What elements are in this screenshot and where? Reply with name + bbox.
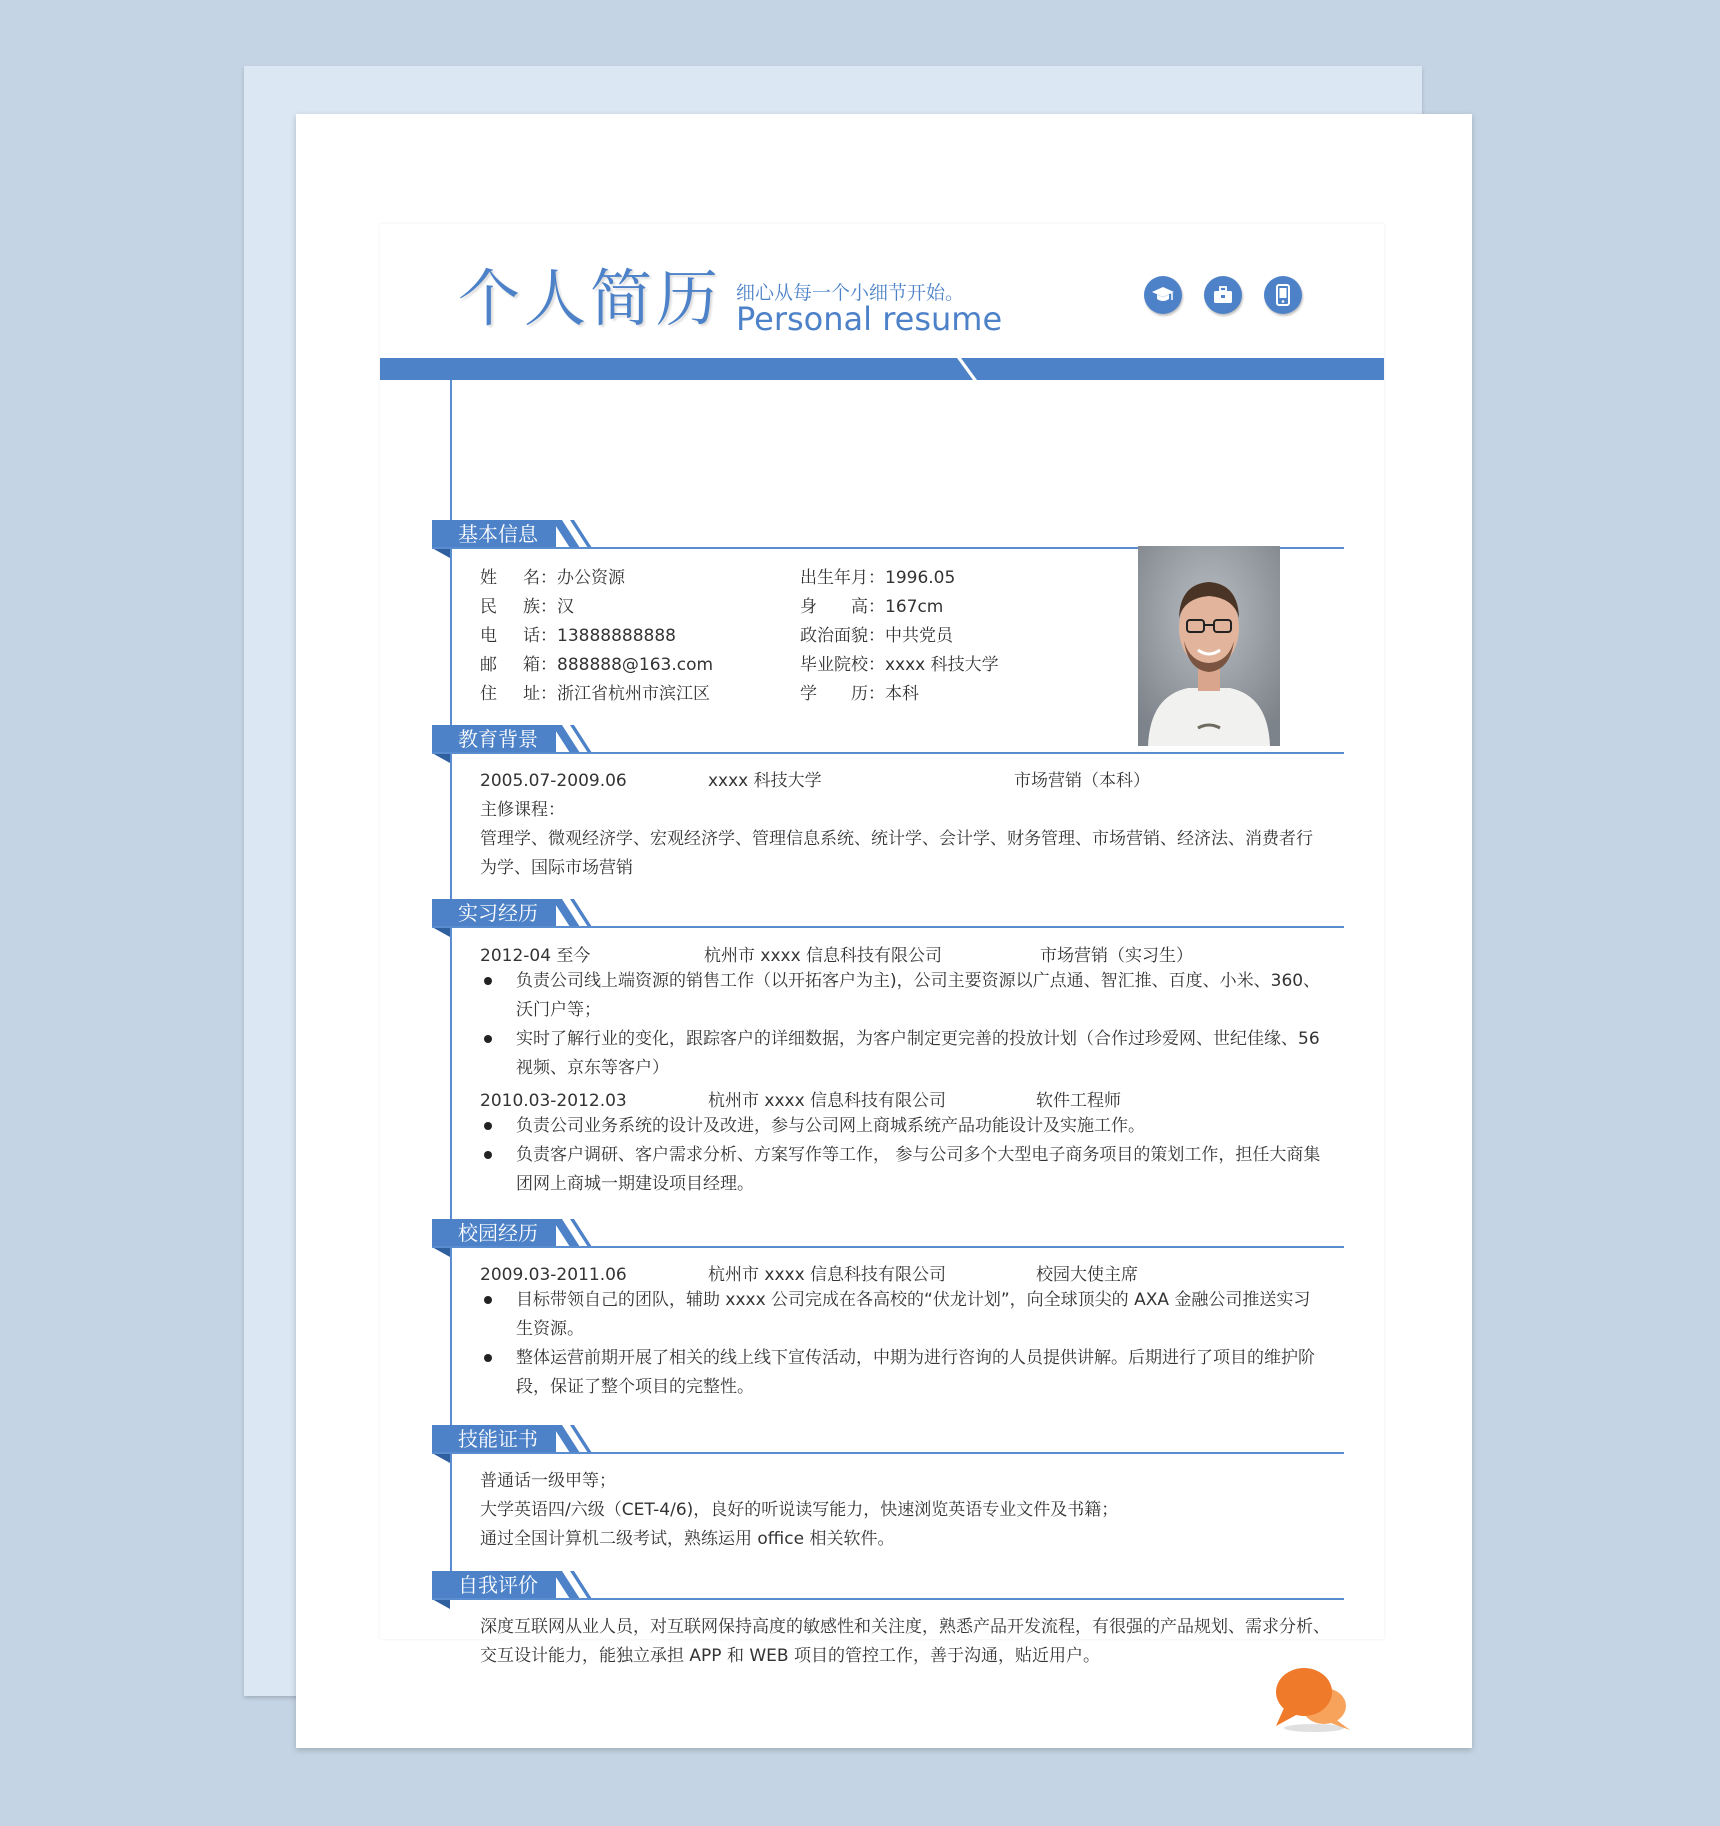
info-value: 167cm xyxy=(885,597,944,617)
job2-period: 2010.03-2012.03 xyxy=(480,1091,627,1111)
job2-bullet-line: 负责客户调研、客户需求分析、方案写作等工作， 参与公司多个大型电子商务项目的策划工作，担任大商集 xyxy=(516,1145,1321,1165)
band-notch xyxy=(957,358,977,380)
info-name: 姓 名：办公资源 xyxy=(480,568,625,588)
graduation-cap-icon xyxy=(1144,276,1182,314)
resume-content xyxy=(380,224,1384,1666)
tab-fold xyxy=(432,1247,450,1257)
section-title: 实习经历 xyxy=(432,899,556,927)
info-height: 身 高：167cm xyxy=(800,597,944,617)
tab-stripes xyxy=(552,1425,592,1453)
campus-bullet-line: 段，保证了整个项目的完整性。 xyxy=(516,1377,754,1397)
campus-role: 校园大使主席 xyxy=(1036,1265,1138,1285)
section-header-education xyxy=(432,725,1344,761)
info-address: 住 址：浙江省杭州市滨江区 xyxy=(480,684,710,704)
self-eval-line: 交互设计能力，能独立承担 APP 和 WEB 项目的管控工作，善于沟通，贴近用户。 xyxy=(480,1646,1100,1666)
bullet-dot xyxy=(484,977,492,985)
info-school: 毕业院校：xxxx 科技大学 xyxy=(800,655,999,675)
info-ethnicity: 民 族：汉 xyxy=(480,597,574,617)
phone-icon xyxy=(1264,276,1302,314)
section-header-campus xyxy=(432,1219,1344,1255)
section-rule xyxy=(432,1598,1344,1600)
job1-role: 市场营销（实习生） xyxy=(1040,946,1193,966)
section-title: 基本信息 xyxy=(432,520,556,548)
edu-school: xxxx 科技大学 xyxy=(708,771,822,791)
bullet-dot xyxy=(484,1151,492,1159)
edu-courses-line: 管理学、微观经济学、宏观经济学、管理信息系统、统计学、会计学、财务管理、市场营销、经济法、消费者行 xyxy=(480,829,1313,849)
section-rule xyxy=(432,752,1344,754)
info-degree: 学 历：本科 xyxy=(800,684,919,704)
tab-stripes xyxy=(552,520,592,548)
section-title: 校园经历 xyxy=(432,1219,556,1247)
bullet-dot xyxy=(484,1035,492,1043)
tab-fold xyxy=(432,1599,450,1609)
section-rule xyxy=(432,1246,1344,1248)
campus-bullet-line: 生资源。 xyxy=(516,1319,584,1339)
section-title: 自我评价 xyxy=(432,1571,556,1599)
job1-bullet-line: 沃门户等； xyxy=(516,1000,601,1020)
tab-fold xyxy=(432,753,450,763)
job2-role: 软件工程师 xyxy=(1036,1091,1121,1111)
resume-page xyxy=(296,114,1472,1748)
info-value: 888888@163.com xyxy=(557,655,714,675)
section-title: 教育背景 xyxy=(432,725,556,753)
section-header-internship xyxy=(432,899,1344,935)
info-value: 13888888888 xyxy=(557,626,676,646)
campus-company: 杭州市 xxxx 信息科技有限公司 xyxy=(708,1265,947,1285)
profile-photo xyxy=(1138,546,1280,746)
header-icons xyxy=(1144,276,1324,314)
section-header-skills xyxy=(432,1425,1344,1461)
self-eval-line: 深度互联网从业人员，对互联网保持高度的敏感性和关注度，熟悉产品开发流程，有很强的产品规划、需求分析、 xyxy=(480,1617,1330,1637)
timeline-line xyxy=(450,380,452,1572)
job2-company: 杭州市 xxxx 信息科技有限公司 xyxy=(708,1091,947,1111)
bullet-dot xyxy=(484,1296,492,1304)
info-value: 1996.05 xyxy=(885,568,956,588)
info-phone: 电 话：13888888888 xyxy=(480,626,676,646)
edu-period: 2005.07-2009.06 xyxy=(480,771,627,791)
info-value: 本科 xyxy=(885,684,919,704)
job1-company: 杭州市 xxxx 信息科技有限公司 xyxy=(704,946,943,966)
skill-line: 大学英语四/六级（CET-4/6)，良好的听说读写能力，快速浏览英语专业文件及书籍； xyxy=(480,1500,1119,1520)
campus-bullet-line: 整体运营前期开展了相关的线上线下宣传活动，中期为进行咨询的人员提供讲解。后期进行了项目的维护阶 xyxy=(516,1348,1315,1368)
edu-major: 市场营销（本科） xyxy=(1014,771,1150,791)
campus-period: 2009.03-2011.06 xyxy=(480,1265,627,1285)
section-rule xyxy=(432,1452,1344,1454)
tab-stripes xyxy=(552,1219,592,1247)
section-rule xyxy=(432,926,1344,928)
tab-fold xyxy=(432,927,450,937)
edu-courses-label: 主修课程： xyxy=(480,800,565,820)
bullet-dot xyxy=(484,1122,492,1130)
info-value: 办公资源 xyxy=(557,568,625,588)
title-en: Personal resume xyxy=(736,300,1003,338)
title-cn: 个人简历 xyxy=(458,262,723,335)
campus-bullet-line: 目标带领自己的团队，辅助 xxxx 公司完成在各高校的“伏龙计划”，向全球顶尖的 AXA 金融公司推送实习 xyxy=(516,1290,1311,1310)
skill-line: 普通话一级甲等； xyxy=(480,1471,616,1491)
slogan: 细心从每一个小细节开始。 xyxy=(736,282,965,304)
info-political: 政治面貌：中共党员 xyxy=(800,626,953,646)
info-value: xxxx 科技大学 xyxy=(885,655,999,675)
job1-bullet-line: 视频、京东等客户） xyxy=(516,1058,669,1078)
bullet-dot xyxy=(484,1354,492,1362)
info-value: 汉 xyxy=(557,597,574,617)
tab-stripes xyxy=(552,725,592,753)
header-band xyxy=(380,358,1384,380)
tab-stripes xyxy=(552,899,592,927)
job1-period: 2012-04 至今 xyxy=(480,946,591,966)
tab-stripes xyxy=(552,1571,592,1599)
info-value: 浙江省杭州市滨江区 xyxy=(557,684,710,704)
section-header-self xyxy=(432,1571,1344,1607)
briefcase-icon xyxy=(1204,276,1242,314)
job2-bullet-line: 负责公司业务系统的设计及改进，参与公司网上商城系统产品功能设计及实施工作。 xyxy=(516,1116,1145,1136)
section-title: 技能证书 xyxy=(432,1425,556,1453)
info-email: 邮 箱：888888@163.com xyxy=(480,655,714,675)
info-birth: 出生年月：1996.05 xyxy=(800,568,956,588)
job2-bullet-line: 团网上商城一期建设项目经理。 xyxy=(516,1174,754,1194)
chat-bubbles-icon xyxy=(1270,1662,1354,1734)
skill-line: 通过全国计算机二级考试，熟练运用 office 相关软件。 xyxy=(480,1529,895,1549)
job1-bullet-line: 实时了解行业的变化，跟踪客户的详细数据，为客户制定更完善的投放计划（合作过珍爱网、世纪佳缘、56 xyxy=(516,1029,1320,1049)
tab-fold xyxy=(432,548,450,558)
info-value: 中共党员 xyxy=(885,626,953,646)
job1-bullet-line: 负责公司线上端资源的销售工作（以开拓客户为主)，公司主要资源以广点通、智汇推、百度、小米、360、 xyxy=(516,971,1321,991)
tab-fold xyxy=(432,1453,450,1463)
edu-courses-line: 为学、国际市场营销 xyxy=(480,858,633,878)
